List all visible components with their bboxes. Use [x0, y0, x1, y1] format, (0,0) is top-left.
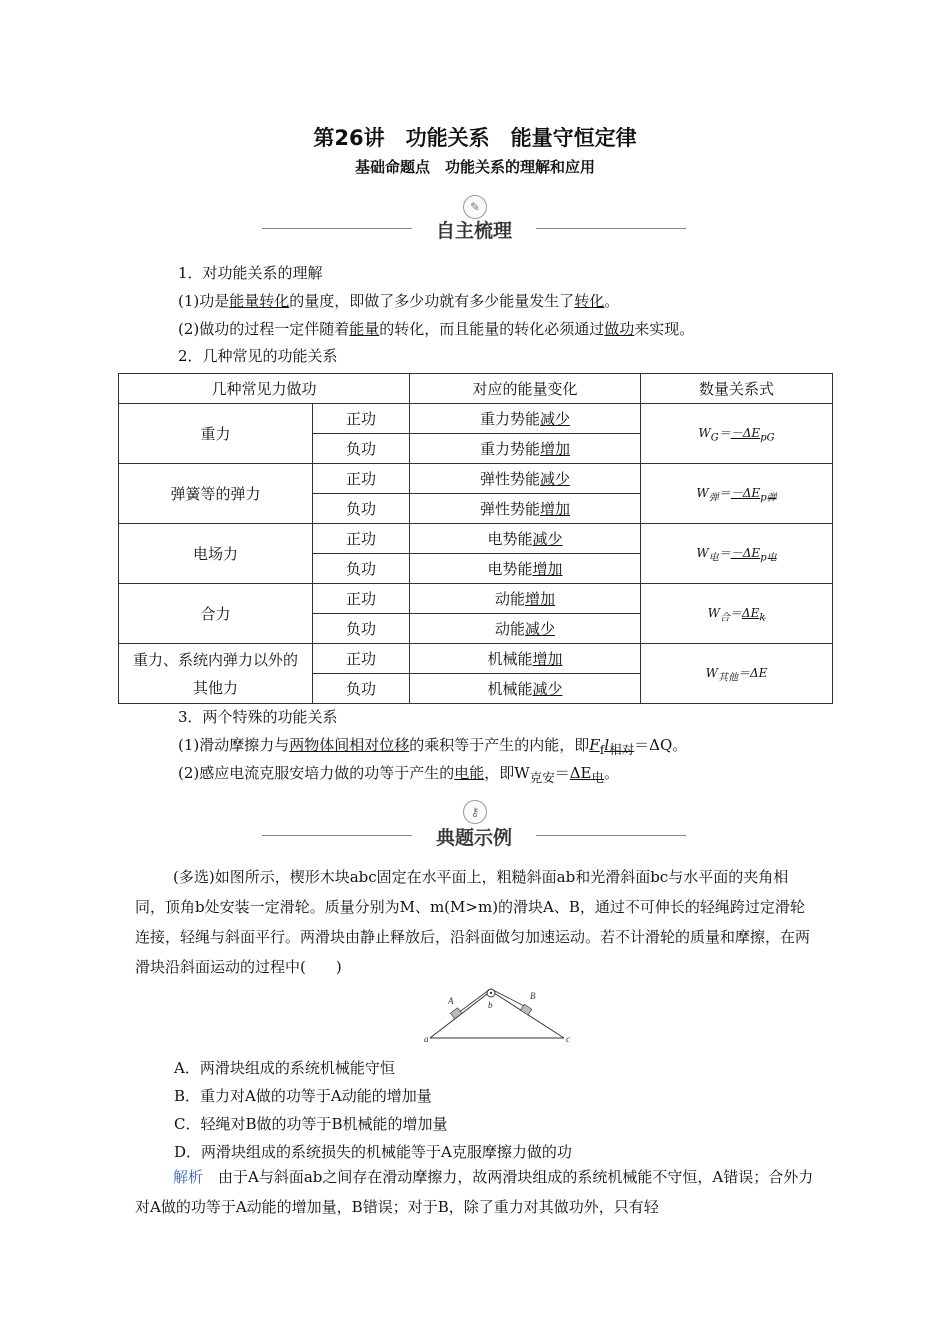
label-block-B: B: [530, 991, 536, 1001]
energy-change-cell: 弹性势能增加: [410, 494, 641, 524]
option-b: B．重力对A做的功等于A动能的增加量: [174, 1087, 432, 1105]
page-subtitle: 基础命题点 功能关系的理解和应用: [354, 158, 595, 176]
energy-change-cell: 动能增加: [410, 584, 641, 614]
formula-cell: $W_合=\Delta E_k$: [641, 584, 833, 644]
table-header: 几种常见力做功: [119, 374, 410, 404]
table-header: 对应的能量变化: [410, 374, 641, 404]
force-cell: 重力: [119, 404, 313, 464]
work-sign-cell: 正功: [313, 404, 410, 434]
work-sign-cell: 负功: [313, 674, 410, 704]
item1-heading: 1．对功能关系的理解: [178, 264, 323, 282]
example-stem: (多选)如图所示，楔形木块abc固定在水平面上，粗糙斜面ab和光滑斜面bc与水平面的夹角相同，顶角b处安装一定滑轮。质量分别为M、m(M>m)的滑块A、B，通过不可伸长的轻绳跨过定滑轮连接，轻绳与斜面平行。两滑块由静止释放后，沿斜面做匀加速运动。若不计滑轮的质量和摩擦，在两滑块沿斜面运动的过程中( ): [135, 868, 811, 976]
label-b: b: [488, 1000, 493, 1010]
force-cell: 弹簧等的弹力: [119, 464, 313, 524]
work-sign-cell: 正功: [313, 644, 410, 674]
section-header-examples: [262, 823, 686, 849]
energy-change-cell: 弹性势能减少: [410, 464, 641, 494]
key-icon: ⚷: [463, 800, 487, 824]
energy-change-cell: 重力势能减少: [410, 404, 641, 434]
formula-cell: $W_电=-\Delta E_{p电}$: [641, 524, 833, 584]
section-label: 典题示例: [435, 827, 512, 849]
energy-change-cell: 动能减少: [410, 614, 641, 644]
work-sign-cell: 负功: [313, 494, 410, 524]
energy-change-cell: 机械能增加: [410, 644, 641, 674]
table-row: [119, 404, 833, 434]
force-cell: 重力、系统内弹力以外的其他力: [119, 644, 313, 704]
option-a: A．两滑块组成的系统机械能守恒: [174, 1059, 395, 1077]
item3-paragraph-1: (1)滑动摩擦力与两物体间相对位移的乘积等于产生的内能，即$F_fl_{相对}=\Delta Q$。: [178, 736, 688, 757]
table-row: [119, 584, 833, 614]
table-header-row: [119, 374, 833, 404]
analysis-paragraph: 解析 由于A与斜面ab之间存在滑动摩擦力，故两滑块组成的系统机械能不守恒，A错误；合外力对A做的功等于A动能的增加量，B错误；对于B，除了重力对其做功外，只有轻: [135, 1168, 814, 1216]
work-sign-cell: 正功: [313, 464, 410, 494]
energy-change-cell: 机械能减少: [410, 674, 641, 704]
work-sign-cell: 负功: [313, 434, 410, 464]
work-sign-cell: 正功: [313, 524, 410, 554]
table-header: 数量关系式: [641, 374, 833, 404]
formula-cell: $W_{其他}=\Delta E$: [641, 644, 833, 704]
pencil-icon: ✎: [463, 195, 487, 219]
formula-cell: $W_G=-\Delta E_{pG}$: [641, 404, 833, 464]
label-c: c: [566, 1034, 570, 1044]
section-label: 自主梳理: [435, 220, 512, 242]
item3-heading: 3．两个特殊的功能关系: [178, 708, 338, 726]
option-d: D．两滑块组成的系统损失的机械能等于A克服摩擦力做的功: [174, 1143, 572, 1161]
label-a: a: [424, 1034, 429, 1044]
item3-paragraph-2: (2)感应电流克服安培力做的功等于产生的电能，即$W_{克安}=\Delta E_电$。: [178, 764, 620, 785]
wedge-figure: [418, 984, 578, 1044]
item1-paragraph-2: (2)做功的过程一定伴随着能量的转化，而且能量的转化必须通过做功来实现。: [178, 320, 695, 338]
option-c: C．轻绳对B做的功等于B机械能的增加量: [174, 1115, 448, 1133]
formula-cell: $W_弹=-\Delta E_{p弹}$: [641, 464, 833, 524]
energy-change-cell: 重力势能增加: [410, 434, 641, 464]
energy-change-cell: 电势能减少: [410, 524, 641, 554]
section-header-self-study: [262, 216, 686, 242]
work-sign-cell: 负功: [313, 554, 410, 584]
analysis-label: 解析: [173, 1168, 204, 1186]
table-row: [119, 464, 833, 494]
item1-paragraph-1: (1)功是能量转化的量度，即做了多少功就有多少能量发生了转化。: [178, 292, 620, 310]
energy-change-cell: 电势能增加: [410, 554, 641, 584]
label-block-A: A: [448, 996, 454, 1006]
table-row: [119, 644, 833, 674]
force-cell: 合力: [119, 584, 313, 644]
page-title: 第26讲 功能关系 能量守恒定律: [313, 126, 637, 150]
table-row: [119, 524, 833, 554]
work-energy-table: [118, 373, 833, 704]
item2-heading: 2．几种常见的功能关系: [178, 347, 338, 365]
work-sign-cell: 正功: [313, 584, 410, 614]
work-sign-cell: 负功: [313, 614, 410, 644]
force-cell: 电场力: [119, 524, 313, 584]
